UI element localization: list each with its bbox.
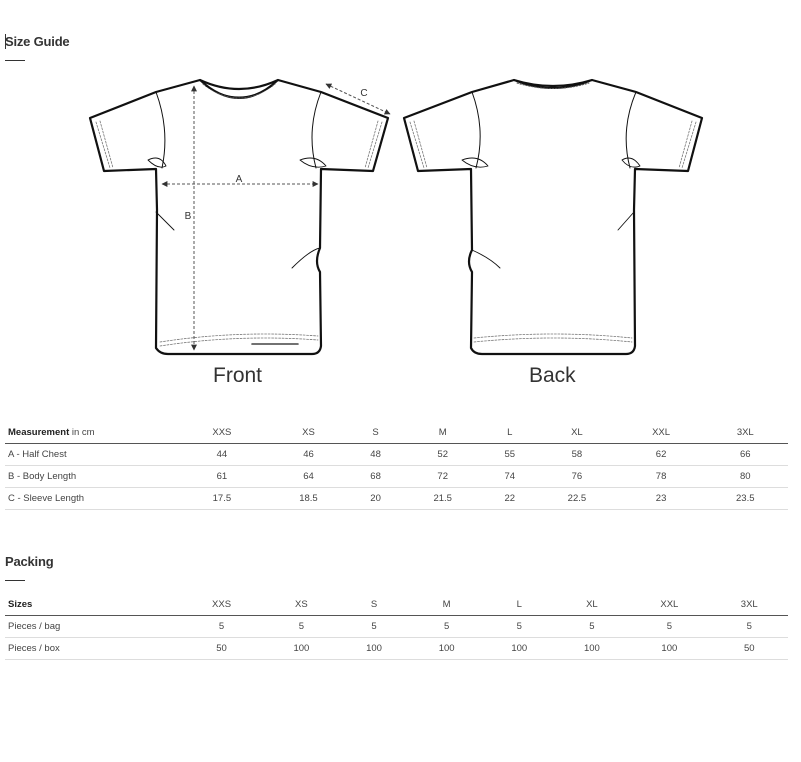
dimension-c-label: C (360, 88, 368, 99)
table-cell: 23.5 (703, 488, 788, 510)
size-header: XXS (178, 594, 265, 616)
table-cell: 20 (351, 488, 400, 510)
measurement-guides (162, 84, 390, 350)
table-cell: 50 (178, 638, 265, 660)
table-cell: 100 (265, 638, 338, 660)
size-header: 3XL (703, 422, 788, 444)
row-label: Pieces / bag (5, 616, 178, 638)
row-label: B - Body Length (5, 466, 178, 488)
table-cell: 100 (410, 638, 483, 660)
table-cell: 5 (483, 616, 556, 638)
table-cell: 5 (556, 616, 629, 638)
table-cell: 5 (410, 616, 483, 638)
table-cell: 22 (485, 488, 534, 510)
size-header: XXS (178, 422, 266, 444)
size-header: L (483, 594, 556, 616)
front-label: Front (213, 364, 263, 387)
size-header: L (485, 422, 534, 444)
table-cell: 48 (351, 444, 400, 466)
table-row (5, 466, 788, 488)
table-cell: 100 (338, 638, 411, 660)
table-cell: 61 (178, 466, 266, 488)
table-cell: 62 (620, 444, 703, 466)
table-cell: 76 (534, 466, 619, 488)
table-row (5, 638, 788, 660)
measurement-header: Measurement in cm (5, 422, 178, 444)
size-guide-header-row (5, 422, 788, 444)
table-cell: 58 (534, 444, 619, 466)
row-label: Pieces / box (5, 638, 178, 660)
table-cell: 44 (178, 444, 266, 466)
table-cell: 5 (178, 616, 265, 638)
packing-header-row (5, 594, 788, 616)
table-cell: 22.5 (534, 488, 619, 510)
table-cell: 5 (338, 616, 411, 638)
packing-title: Packing (5, 554, 54, 569)
table-cell: 64 (266, 466, 351, 488)
size-header: S (338, 594, 411, 616)
table-cell: 5 (711, 616, 789, 638)
size-header: XS (266, 422, 351, 444)
table-cell: 100 (483, 638, 556, 660)
table-cell: 68 (351, 466, 400, 488)
sizes-header: Sizes (5, 594, 178, 616)
table-row (5, 488, 788, 510)
size-header: XXL (628, 594, 710, 616)
size-header: S (351, 422, 400, 444)
tshirt-back-drawing (404, 80, 702, 354)
table-cell: 23 (620, 488, 703, 510)
dimension-a-label: A (235, 174, 243, 185)
tshirt-illustration (0, 60, 801, 360)
size-header: M (400, 422, 485, 444)
size-guide-table (5, 422, 788, 510)
table-cell: 78 (620, 466, 703, 488)
table-cell: 80 (703, 466, 788, 488)
tshirt-front-drawing (90, 80, 388, 354)
table-cell: 66 (703, 444, 788, 466)
size-guide-title: Size Guide (5, 34, 70, 49)
table-cell: 50 (711, 638, 789, 660)
back-label: Back (529, 364, 576, 387)
table-cell: 18.5 (266, 488, 351, 510)
row-label: A - Half Chest (5, 444, 178, 466)
table-cell: 74 (485, 466, 534, 488)
table-cell: 55 (485, 444, 534, 466)
packing-title-rule (5, 580, 25, 581)
size-header: XL (534, 422, 619, 444)
table-cell: 72 (400, 466, 485, 488)
size-header: 3XL (711, 594, 789, 616)
size-header: M (410, 594, 483, 616)
table-cell: 5 (628, 616, 710, 638)
table-cell: 100 (628, 638, 710, 660)
table-row (5, 616, 788, 638)
table-cell: 46 (266, 444, 351, 466)
size-header: XXL (620, 422, 703, 444)
table-row (5, 444, 788, 466)
table-cell: 100 (556, 638, 629, 660)
size-header: XL (556, 594, 629, 616)
packing-table (5, 594, 788, 660)
table-cell: 5 (265, 616, 338, 638)
size-header: XS (265, 594, 338, 616)
table-cell: 17.5 (178, 488, 266, 510)
table-cell: 21.5 (400, 488, 485, 510)
table-cell: 52 (400, 444, 485, 466)
dimension-b-label: B (184, 211, 192, 222)
row-label: C - Sleeve Length (5, 488, 178, 510)
